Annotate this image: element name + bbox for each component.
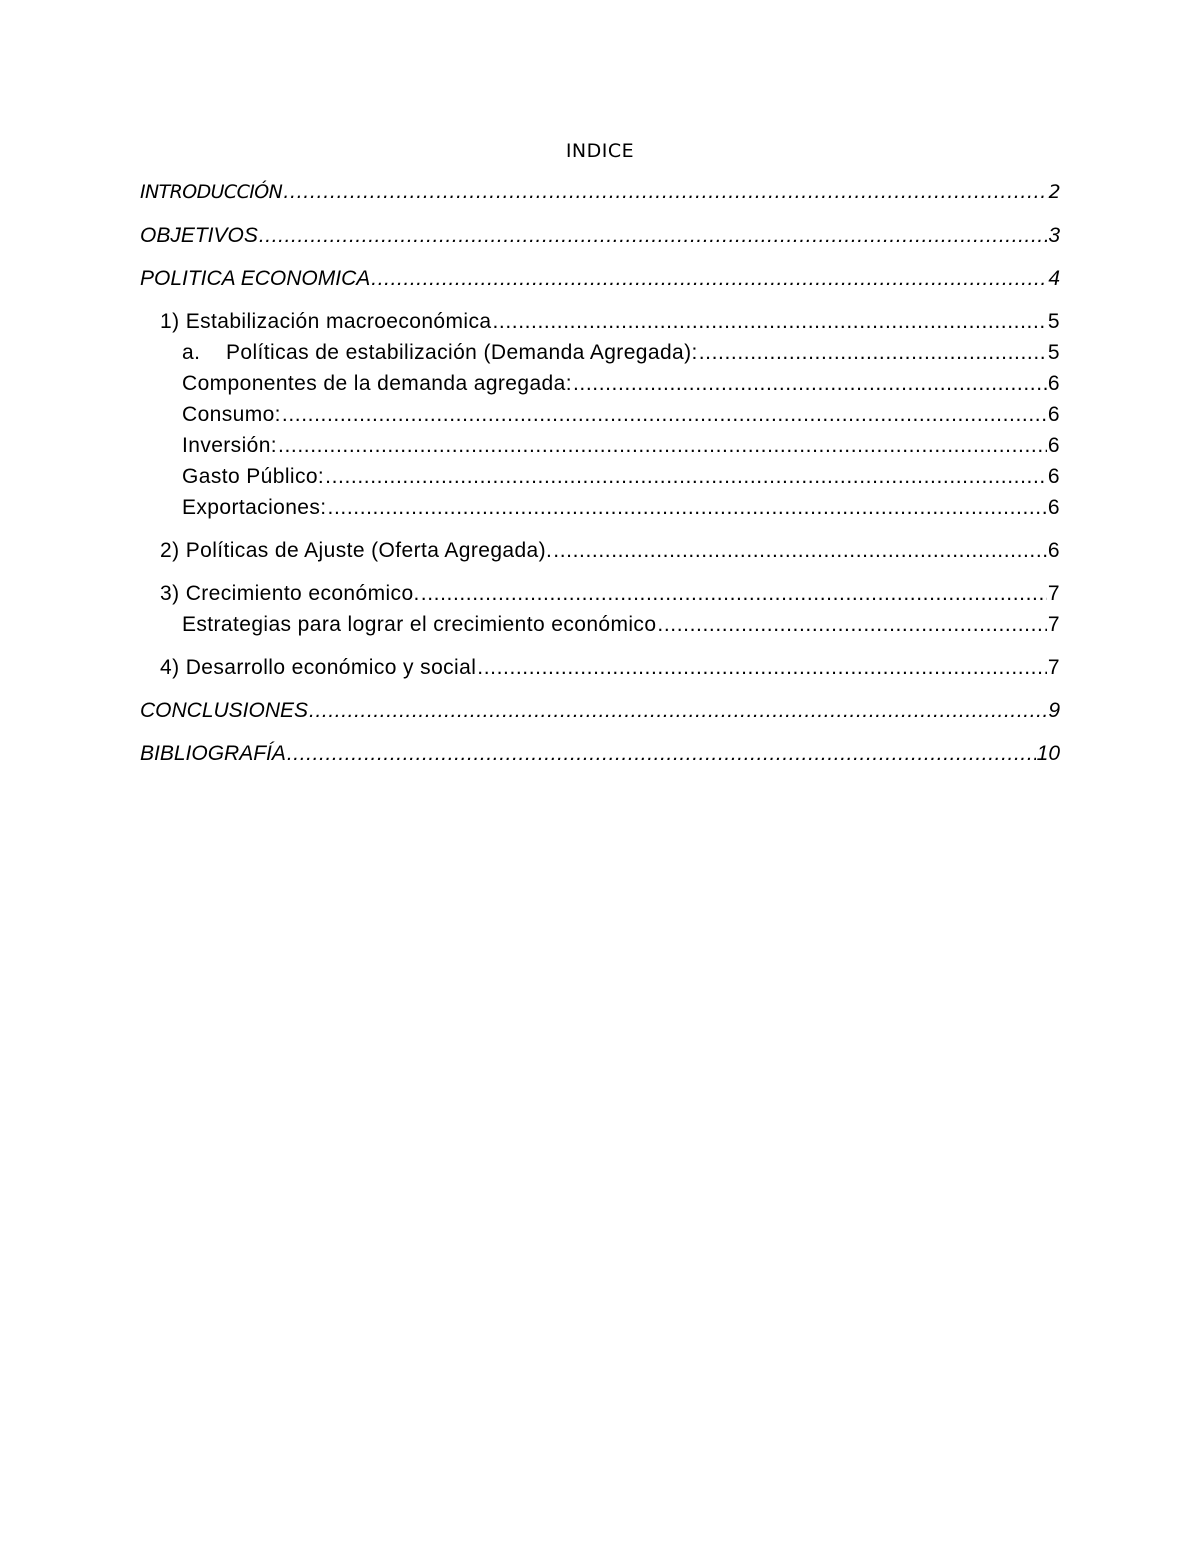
toc-entry[interactable] — [140, 399, 1060, 430]
toc-entry-label: INTRODUCCIÓN — [140, 181, 283, 203]
table-of-contents — [140, 177, 1060, 769]
toc-entry[interactable] — [140, 368, 1060, 399]
toc-entry[interactable] — [140, 695, 1060, 726]
toc-entry[interactable] — [140, 337, 1060, 368]
toc-entry-label: Gasto Público: — [182, 465, 325, 488]
toc-leader — [573, 368, 1047, 399]
toc-leader — [328, 492, 1047, 523]
toc-entry-label: Exportaciones: — [182, 496, 327, 519]
toc-entry-label: BIBLIOGRAFÍA — [140, 742, 286, 765]
toc-entry[interactable] — [140, 461, 1060, 492]
toc-page-number: 3 — [1048, 224, 1060, 247]
toc-leader — [371, 263, 1047, 294]
toc-page-number: 9 — [1048, 699, 1060, 722]
toc-leader — [309, 695, 1047, 726]
toc-entry[interactable] — [140, 609, 1060, 640]
toc-entry-label: POLITICA ECONOMICA — [140, 267, 371, 290]
toc-entry[interactable] — [140, 535, 1060, 566]
toc-leader — [492, 306, 1046, 337]
toc-page-number: 7 — [1047, 582, 1060, 605]
toc-leader — [421, 578, 1047, 609]
toc-entry[interactable] — [140, 492, 1060, 523]
toc-page-number: 7 — [1047, 613, 1060, 636]
toc-entry-label: Estrategias para lograr el crecimiento económico — [182, 613, 657, 636]
toc-page-number: 2 — [1048, 181, 1060, 203]
toc-page-number: 4 — [1048, 267, 1060, 290]
toc-entry-label: 3) Crecimiento económico. — [160, 582, 420, 605]
toc-entry[interactable] — [140, 578, 1060, 609]
toc-entry-label: 2) Políticas de Ajuste (Oferta Agregada). — [160, 539, 553, 562]
toc-entry[interactable] — [140, 177, 1060, 208]
toc-page-number: 6 — [1047, 403, 1060, 426]
toc-page-number: 10 — [1036, 742, 1060, 765]
toc-entry-label-wrap — [182, 337, 698, 368]
toc-leader — [287, 738, 1036, 769]
toc-leader — [282, 399, 1047, 430]
toc-entry-label: Consumo: — [182, 403, 281, 426]
toc-page-number: 5 — [1047, 341, 1060, 364]
toc-leader — [553, 535, 1047, 566]
toc-leader — [699, 337, 1047, 368]
toc-entry-label: Inversión: — [182, 434, 278, 457]
toc-page-number: 5 — [1047, 310, 1060, 333]
toc-entry[interactable] — [140, 430, 1060, 461]
toc-leader — [477, 652, 1047, 683]
toc-entry[interactable] — [140, 306, 1060, 337]
toc-entry-label: Componentes de la demanda agregada: — [182, 372, 572, 395]
toc-leader — [259, 220, 1047, 251]
toc-page-number: 7 — [1047, 656, 1060, 679]
toc-entry-label: 4) Desarrollo económico y social — [160, 656, 477, 679]
toc-entry-label: 1) Estabilización macroeconómica — [160, 310, 492, 333]
toc-entry[interactable] — [140, 263, 1060, 294]
toc-page-number: 6 — [1047, 539, 1060, 562]
toc-page-number: 6 — [1047, 465, 1060, 488]
toc-entry[interactable] — [140, 652, 1060, 683]
toc-entry-label: CONCLUSIONES — [140, 699, 309, 722]
toc-entry-label: Políticas de estabilización (Demanda Agregada): — [226, 341, 698, 364]
toc-leader — [283, 177, 1047, 208]
toc-page-number: 6 — [1047, 434, 1060, 457]
toc-page-number: 6 — [1047, 372, 1060, 395]
list-marker: a. — [182, 341, 201, 364]
toc-leader — [278, 430, 1047, 461]
toc-page-number: 6 — [1047, 496, 1060, 519]
toc-entry[interactable] — [140, 220, 1060, 251]
toc-entry[interactable] — [140, 738, 1060, 769]
toc-leader — [325, 461, 1047, 492]
page-title: INDICE — [565, 140, 635, 162]
toc-leader — [657, 609, 1046, 640]
toc-entry-label: OBJETIVOS — [140, 224, 258, 247]
